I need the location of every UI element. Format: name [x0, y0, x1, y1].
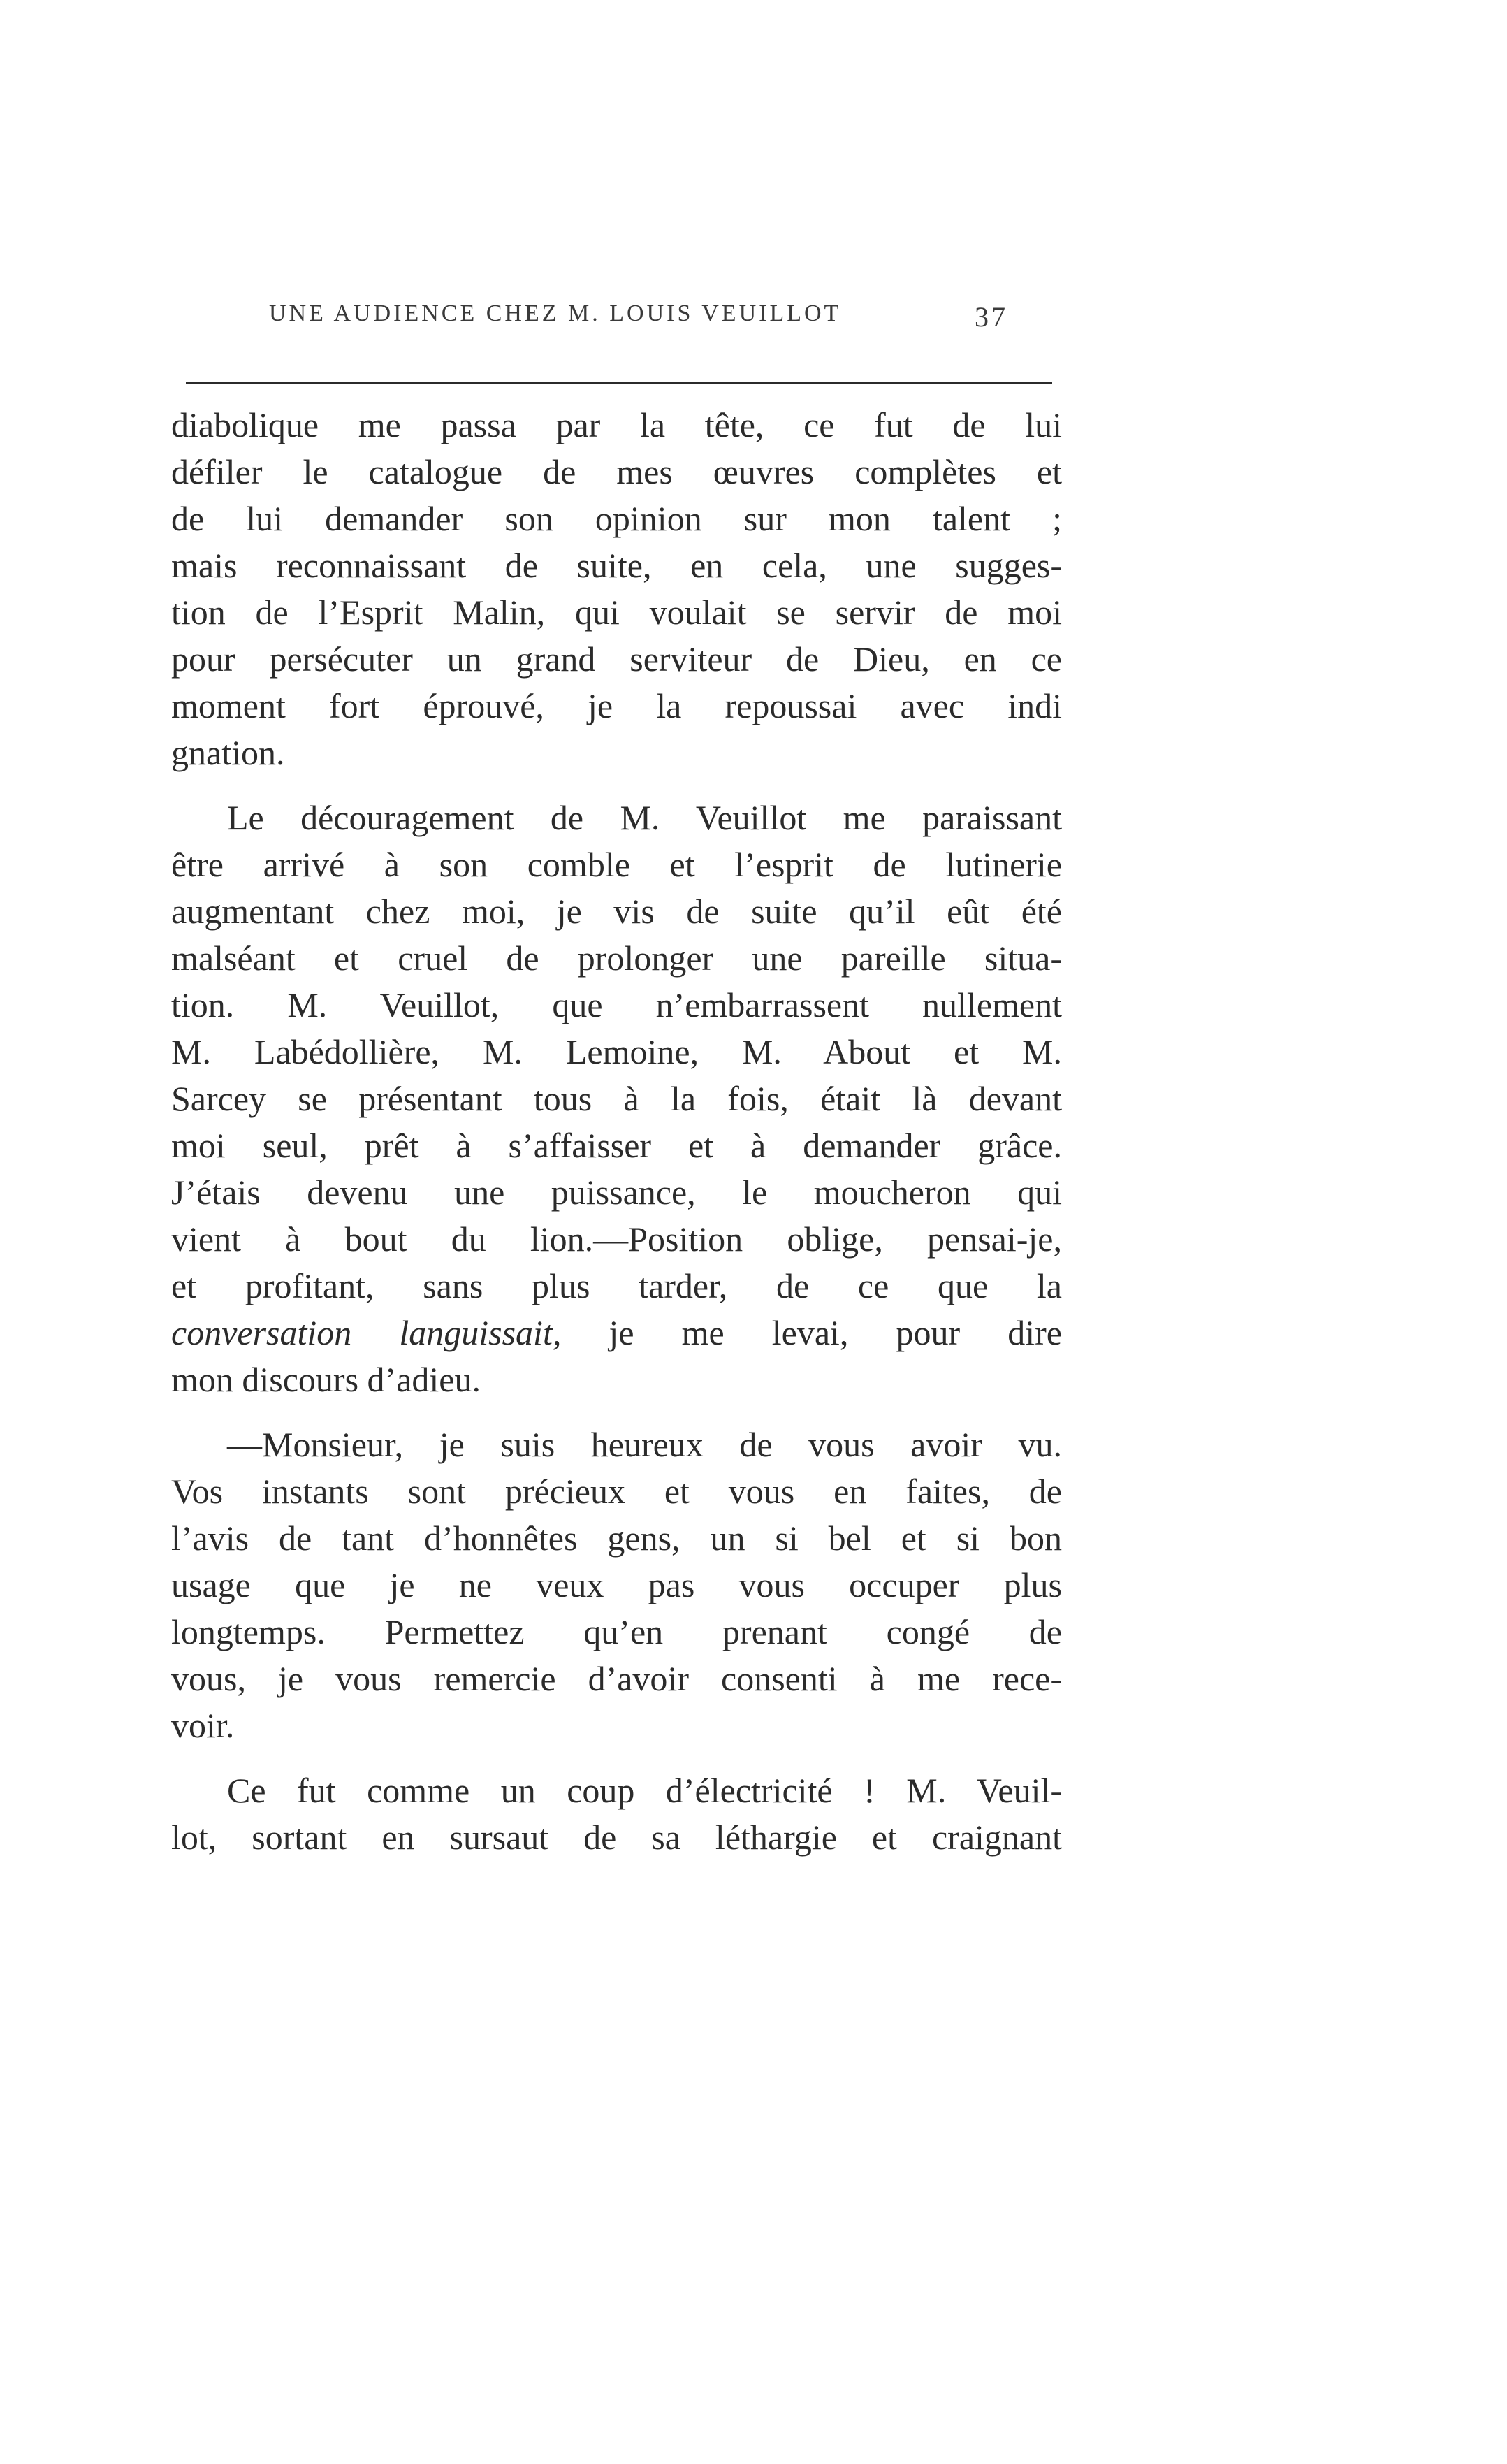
running-head: UNE AUDIENCE CHEZ M. LOUIS VEUILLOT: [269, 300, 842, 326]
text-line: et profitant, sans plus tarder, de ce que la: [171, 1266, 1062, 1305]
text-line: Sarcey se présentant tous à la fois, était là devant: [171, 1079, 1062, 1118]
text-line: Vos instants sont précieux et vous en faites, de: [171, 1472, 1062, 1511]
paragraph-1: [171, 402, 1062, 776]
text-line: moi seul, prêt à s’affaisser et à demander grâce.: [171, 1126, 1062, 1165]
text-line: mais reconnaissant de suite, en cela, une sugges-: [171, 546, 1062, 585]
text-line: usage que je ne veux pas vous occuper plus: [171, 1565, 1062, 1604]
text-line: J’étais devenu une puissance, le moucheron qui: [171, 1173, 1062, 1212]
text-line: Ce fut comme un coup d’électricité ! M. Veuil-: [227, 1771, 1062, 1810]
body-text: [171, 402, 1062, 1861]
text-line: vient à bout du lion.—Position oblige, pensai-je,: [171, 1219, 1062, 1259]
paragraph-2: [171, 795, 1062, 1403]
text-line: augmentant chez moi, je vis de suite qu’il eût été: [171, 892, 1062, 931]
text-line: défiler le catalogue de mes œuvres complètes et: [171, 452, 1062, 491]
paragraph-4: [171, 1767, 1062, 1861]
text-line-italic-phrase: [171, 1310, 1062, 1356]
page-number: 37: [975, 301, 1008, 333]
text-line: voir.: [171, 1706, 235, 1745]
text-line: tion. M. Veuillot, que n’embarrassent nullement: [171, 985, 1062, 1024]
paragraph-3: [171, 1421, 1062, 1749]
header-rule: [186, 382, 1052, 384]
text-line: diabolique me passa par la tête, ce fut de lui: [171, 405, 1062, 444]
text-line: Le découragement de M. Veuillot me paraissant: [227, 798, 1062, 837]
text-line: vous, je vous remercie d’avoir consenti à me rece-: [171, 1659, 1062, 1698]
text-line: de lui demander son opinion sur mon talent ;: [171, 499, 1062, 538]
text-line: malséant et cruel de prolonger une pareille situa-: [171, 939, 1062, 978]
text-line: l’avis de tant d’honnêtes gens, un si bel et si bon: [171, 1519, 1062, 1558]
text-line: moment fort éprouvé, je la repoussai avec indi: [171, 686, 1062, 725]
text-line: —Monsieur, je suis heureux de vous avoir vu.: [227, 1425, 1062, 1464]
italic-phrase: conversation languissait,: [171, 1313, 562, 1352]
text-line: pour persécuter un grand serviteur de Dieu, en ce: [171, 639, 1062, 679]
text-line: longtemps. Permettez qu’en prenant congé de: [171, 1612, 1062, 1651]
line-remainder: je me levai, pour dire: [561, 1313, 1062, 1352]
text-line: gnation.: [171, 733, 285, 772]
text-line: M. Labédollière, M. Lemoine, M. About et M.: [171, 1032, 1062, 1071]
text-line: lot, sortant en sursaut de sa léthargie et craignant: [171, 1818, 1062, 1857]
text-line: être arrivé à son comble et l’esprit de lutinerie: [171, 845, 1062, 884]
text-line: tion de l’Esprit Malin, qui voulait se servir de moi: [171, 593, 1062, 632]
text-line: mon discours d’adieu.: [171, 1360, 481, 1399]
